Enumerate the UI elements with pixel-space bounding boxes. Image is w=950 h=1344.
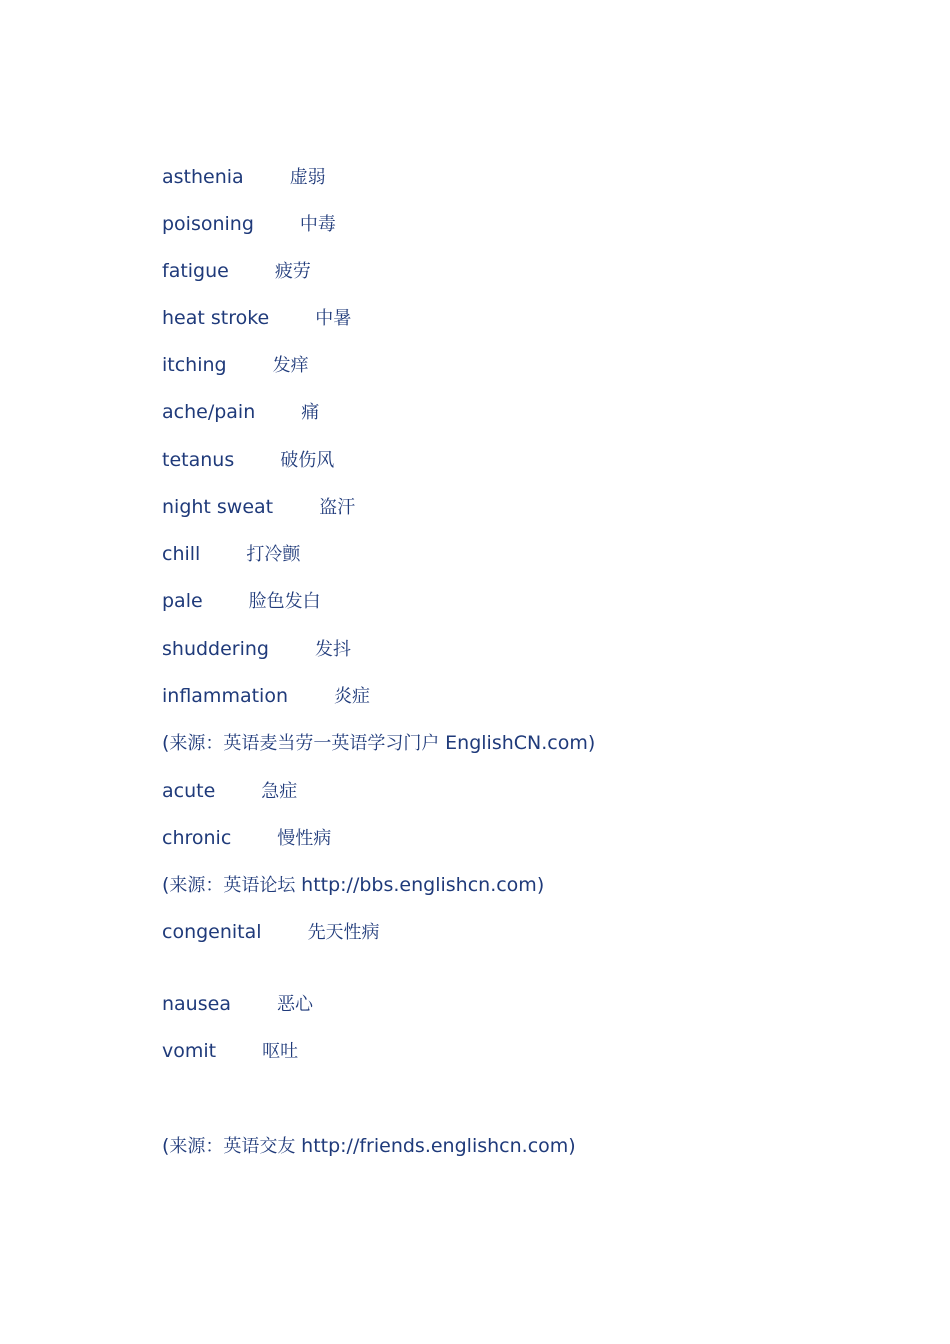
chinese-term: 中毒 <box>299 214 336 235</box>
english-term: vomit <box>162 1040 217 1062</box>
english-term: night sweat <box>162 496 274 518</box>
english-term: chill <box>162 543 201 565</box>
chinese-term: 慢性病 <box>277 828 332 849</box>
vocab-entry <box>162 306 351 331</box>
vocab-entry <box>162 212 336 237</box>
chinese-term: 发抖 <box>315 639 351 660</box>
source-label: 来源：英语论坛 <box>169 875 302 896</box>
english-term: heat stroke <box>162 307 270 329</box>
vocab-entry <box>162 353 309 378</box>
english-term: chronic <box>162 827 232 849</box>
english-term: tetanus <box>162 449 235 471</box>
english-term: asthenia <box>162 166 244 188</box>
vocab-entry <box>162 779 297 804</box>
source-label: 来源：英语麦当劳一英语学习门户 <box>169 733 446 754</box>
vocab-entry <box>162 637 351 662</box>
source-url: http://bbs.englishcn.com) <box>301 874 545 896</box>
english-term: fatigue <box>162 260 229 282</box>
vocab-entry <box>162 826 331 851</box>
source-site: EnglishCN.com) <box>445 732 596 754</box>
english-term: shuddering <box>162 638 269 660</box>
source-label: 来源：英语交友 <box>169 1136 302 1157</box>
source-open-paren: ( <box>162 732 170 754</box>
chinese-term: 炎症 <box>334 686 370 707</box>
source-line <box>162 731 595 756</box>
vocab-entry <box>162 400 319 425</box>
vocab-entry <box>162 165 326 190</box>
vocab-entry <box>162 542 300 567</box>
vocab-entry <box>162 448 334 473</box>
source-line <box>162 873 544 898</box>
chinese-term: 急症 <box>261 781 298 802</box>
source-open-paren: ( <box>162 874 170 896</box>
chinese-term: 脸色发白 <box>248 591 321 612</box>
chinese-term: 盗汗 <box>319 497 356 518</box>
vocab-entry <box>162 920 380 945</box>
chinese-term: 打冷颤 <box>246 544 301 565</box>
english-term: ache/pain <box>162 401 256 423</box>
chinese-term: 破伤风 <box>280 450 335 471</box>
english-term: acute <box>162 780 216 802</box>
english-term: poisoning <box>162 213 254 235</box>
chinese-term: 发痒 <box>272 355 309 376</box>
vocab-entry <box>162 684 370 709</box>
chinese-term: 虚弱 <box>289 167 326 188</box>
chinese-term: 痛 <box>301 402 320 423</box>
english-term: pale <box>162 590 203 612</box>
vocab-entry <box>162 1039 298 1064</box>
vocab-entry <box>162 589 321 614</box>
source-url: http://friends.englishcn.com) <box>301 1135 576 1157</box>
vocab-entry <box>162 495 355 520</box>
english-term: nausea <box>162 993 231 1015</box>
vocab-entry <box>162 992 313 1017</box>
english-term: itching <box>162 354 227 376</box>
chinese-term: 恶心 <box>276 994 313 1015</box>
vocab-entry <box>162 259 311 284</box>
english-term: inflammation <box>162 685 288 707</box>
chinese-term: 疲劳 <box>274 261 311 282</box>
chinese-term: 先天性病 <box>307 922 380 943</box>
chinese-term: 中暑 <box>315 308 352 329</box>
chinese-term: 呕吐 <box>262 1041 299 1062</box>
english-term: congenital <box>162 921 262 943</box>
source-open-paren: ( <box>162 1135 170 1157</box>
source-line <box>162 1134 576 1159</box>
